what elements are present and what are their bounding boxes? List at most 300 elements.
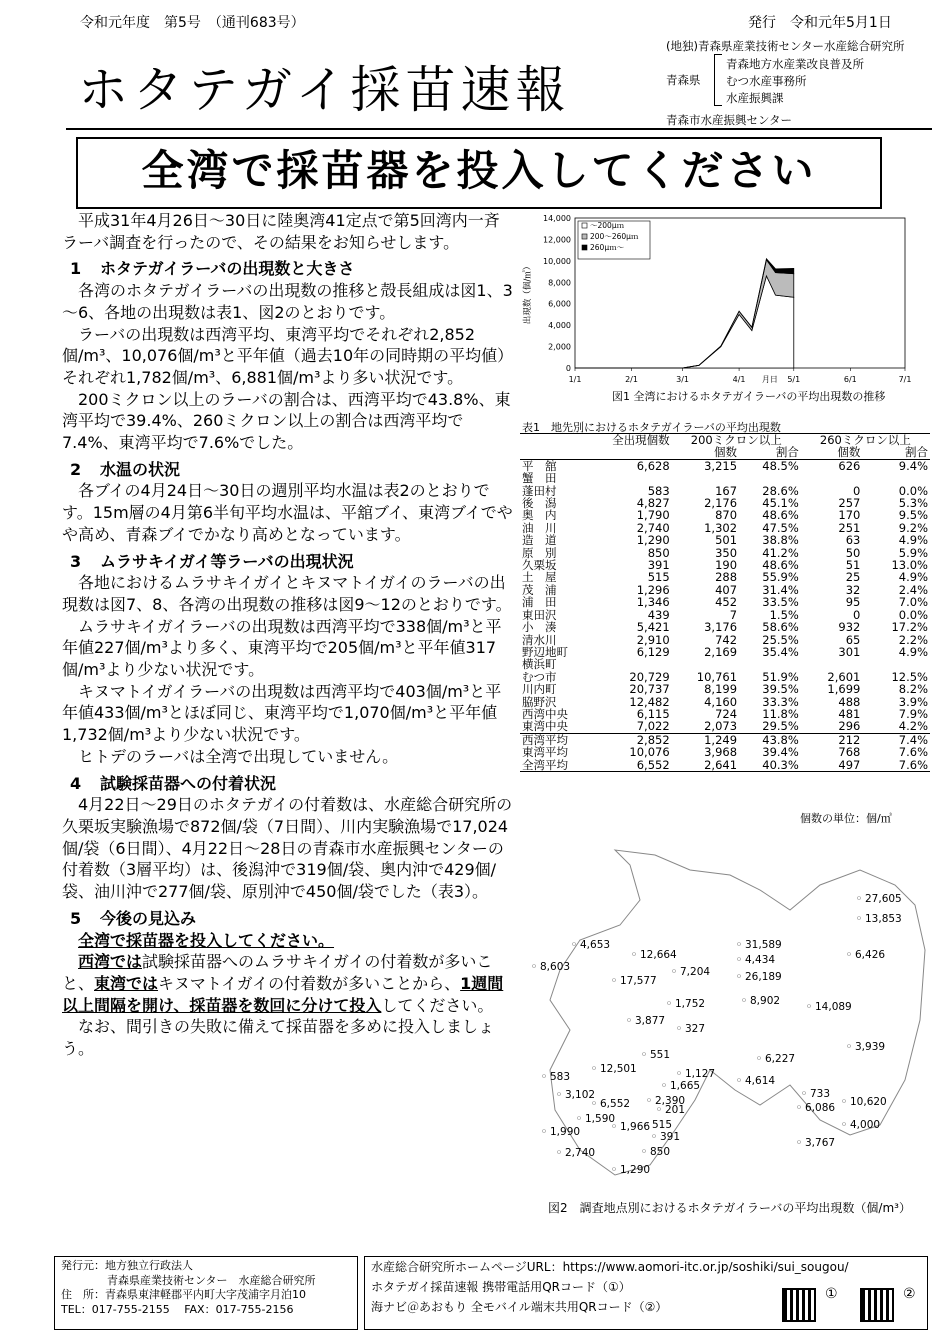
table-row — [520, 683, 930, 695]
station-marker — [543, 1075, 546, 1078]
section-number: 5 — [70, 908, 82, 928]
value-cell — [588, 472, 672, 484]
table-row — [520, 472, 930, 484]
value-cell: 850 — [647, 545, 670, 560]
publisher-line: 青森県産業技術センター 水産総合研究所 — [107, 1273, 316, 1287]
location-cell: むつ市 — [522, 669, 557, 684]
station-value: 4,434 — [745, 954, 776, 966]
header-ratio: 割合 — [739, 446, 801, 459]
section-5-heading — [62, 908, 514, 930]
section-number: 3 — [70, 551, 82, 571]
location-cell: 原 別 — [522, 545, 557, 560]
value-cell: 38.8% — [762, 533, 799, 548]
station-value: 2,740 — [565, 1147, 596, 1159]
location-cell: 横浜町 — [522, 657, 557, 672]
table-row — [520, 596, 930, 608]
value-cell: 47.5% — [762, 520, 799, 535]
org-item: 水産振興課 — [726, 91, 784, 105]
value-cell: 7,022 — [636, 719, 670, 734]
value-cell: 1,249 — [672, 733, 739, 746]
west-bay-reason: 試験採苗器へのムラサキイガイの付着数が多いこと、 — [62, 952, 493, 993]
value-cell: 13.0% — [891, 558, 928, 573]
paragraph: ムラサキイガイラーバの出現数は西湾平均で338個/m³と平年値227個/m³より多く、東湾平均で205個/m³と平年値317個/m³より少ない状況です。 — [62, 616, 502, 680]
station-value: 17,577 — [620, 975, 657, 987]
table-row — [520, 646, 930, 658]
legend-label: 260μｍ～ — [590, 243, 625, 252]
location-cell: 西湾平均 — [520, 733, 588, 746]
station-value: 551 — [650, 1049, 671, 1061]
value-cell: 2,601 — [827, 669, 861, 684]
value-cell: 20,737 — [629, 682, 670, 697]
links-info — [364, 1256, 928, 1330]
table-row — [520, 746, 930, 758]
station-marker — [843, 1100, 846, 1103]
station-marker — [543, 1130, 546, 1133]
table-title: 表1 地先別におけるホタテガイラーバの平均出現数 — [522, 421, 781, 434]
value-cell: 6,129 — [636, 644, 670, 659]
value-cell: 452 — [715, 595, 738, 610]
value-cell: 7.6% — [898, 745, 928, 760]
prefecture-label: 青森県 — [666, 73, 701, 87]
value-cell: 5.3% — [898, 496, 928, 511]
station-value: 12,664 — [640, 949, 677, 961]
city-org: 青森市水産振興センター — [666, 113, 793, 127]
station-value: 515 — [652, 1119, 673, 1131]
location-cell: 東田沢 — [522, 607, 557, 622]
interval-instruction: 1週間以上間隔を開け、採苗器を数回に分けて投入 — [62, 973, 504, 1015]
location-cell: 後 潟 — [522, 496, 557, 511]
legend — [578, 221, 650, 259]
station-value: 6,086 — [805, 1102, 836, 1114]
value-cell: 51 — [845, 558, 861, 573]
publisher-org: (地独)青森県産業技術センター水産総合研究所 — [666, 39, 905, 53]
station-marker — [743, 999, 746, 1002]
legend-swatch — [582, 223, 587, 228]
section-number: 4 — [70, 773, 82, 793]
header-cell — [520, 434, 588, 447]
value-cell — [739, 472, 801, 484]
station-marker — [798, 1141, 801, 1144]
value-cell: 2,852 — [588, 733, 672, 746]
value-cell: 8,199 — [704, 682, 738, 697]
value-cell: 31.4% — [762, 582, 799, 597]
larvae-trend-chart — [520, 210, 920, 410]
x-tick-label: 3/1 — [676, 375, 690, 384]
station-value: 26,189 — [745, 971, 782, 983]
value-cell: 0.0% — [898, 607, 928, 622]
station-marker — [808, 1005, 811, 1008]
value-cell: 35.4% — [762, 644, 799, 659]
publisher-line: 発行元：地方独立行政法人 — [61, 1259, 193, 1272]
station-marker — [558, 1151, 561, 1154]
value-cell: 7.0% — [898, 595, 928, 610]
value-cell: 1,790 — [636, 508, 670, 523]
value-cell: 768 — [838, 745, 861, 760]
value-cell: 7 — [729, 607, 738, 622]
value-cell: 2.4% — [898, 582, 928, 597]
value-cell: 33.3% — [762, 694, 799, 709]
header-cell — [588, 446, 672, 459]
value-cell: 32 — [845, 582, 861, 597]
station-value: 6,552 — [600, 1098, 631, 1110]
value-cell: 7.6% — [862, 759, 930, 772]
location-cell: 土 屋 — [522, 570, 557, 585]
section-number: 2 — [70, 459, 82, 479]
value-cell: 2.2% — [898, 632, 928, 647]
value-cell — [588, 658, 672, 670]
section-title: 水温の状況 — [100, 459, 181, 479]
station-marker — [613, 1168, 616, 1171]
station-value: 13,853 — [865, 913, 902, 925]
station-marker — [848, 1045, 851, 1048]
value-cell: 4,827 — [636, 496, 670, 511]
station-value: 12,501 — [600, 1063, 637, 1075]
value-cell: 724 — [715, 706, 738, 721]
org-item: 青森地方水産業改良普及所 — [726, 57, 864, 71]
x-tick-label: 1/1 — [568, 375, 582, 384]
location-cell: 脇野沢 — [522, 694, 557, 709]
station-value: 7,204 — [680, 966, 711, 978]
station-value: 1,990 — [550, 1126, 581, 1138]
station-value: 201 — [665, 1104, 686, 1116]
value-cell: 932 — [838, 620, 861, 635]
paragraph: ラーバの出現数は西湾平均、東湾平均でそれぞれ2,852個/m³、10,076個/m³と平年値（過去10年の同時期の平均値）それぞれ1,782個/m³、6,881個/m³より多い状況です。 — [62, 324, 514, 387]
qr-label-2: 海ナビ＠あおもり 全モバイル端末共用QRコード（②） — [371, 1300, 668, 1314]
station-marker — [643, 1150, 646, 1153]
section-title: ホタテガイラーバの出現数と大きさ — [100, 259, 355, 279]
station-value: 4,000 — [850, 1119, 881, 1131]
section-number: 1 — [70, 259, 82, 279]
masthead-title: ホタテガイ採苗速報 — [78, 61, 571, 119]
station-value: 1,127 — [685, 1068, 716, 1080]
table-row — [520, 720, 930, 733]
y-tick-label: 0 — [565, 364, 571, 373]
location-cell: 蓬田村 — [522, 483, 557, 498]
location-cell: 清水川 — [522, 632, 557, 647]
value-cell: 40.3% — [739, 759, 801, 772]
station-value: 2,390 — [655, 1095, 686, 1107]
y-tick-label: 2,000 — [548, 342, 571, 352]
value-cell: 6,115 — [636, 706, 670, 721]
headline: 全湾で採苗器を投入してください — [141, 146, 817, 195]
station-marker — [758, 1057, 761, 1060]
station-value: 1,290 — [620, 1164, 651, 1176]
qr-code-icon[interactable] — [860, 1288, 894, 1322]
value-cell: 742 — [715, 632, 738, 647]
location-cell: 小 湊 — [522, 620, 557, 635]
paragraph: なお、間引きの失敗に備えて採苗器を多めに投入しましょう。 — [62, 1017, 495, 1059]
station-value: 391 — [660, 1131, 681, 1143]
issue-number: 令和元年度 第5号 （通刊683号） — [80, 15, 305, 31]
value-cell: 1,346 — [636, 595, 670, 610]
value-cell: 28.6% — [762, 483, 799, 498]
station-marker — [803, 1092, 806, 1095]
value-cell: 870 — [715, 508, 738, 523]
x-axis-label: 月日 — [761, 375, 778, 384]
value-cell: 3,968 — [704, 745, 738, 760]
station-marker — [658, 1108, 661, 1111]
value-cell: 95 — [845, 595, 861, 610]
y-axis-label: 出現数（個/㎥） — [523, 261, 533, 325]
value-cell: 497 — [801, 759, 863, 772]
value-cell: 55.9% — [762, 570, 799, 585]
station-marker — [613, 979, 616, 982]
map-caption: 図2 調査地点別におけるホタテガイラーバの平均出現数（個/m³） — [548, 1201, 911, 1215]
paragraph: 各ブイの4月24日～30日の週別平均水温は表2のとおりです。15m層の4月第6半旬平均水温は、平舘ブイ、東湾ブイでやや高め、青森ブイでかなり高めとなっています。 — [62, 481, 513, 544]
value-cell: 48.5% — [762, 458, 799, 473]
value-cell: 296 — [838, 719, 861, 734]
value-cell: 167 — [715, 483, 738, 498]
paragraph: 各地におけるムラサキイガイとキヌマトイガイのラーバの出現数は図7、8、各湾の出現数の推移は図9～12のとおりです。 — [62, 573, 512, 614]
chart-caption: 図1 全湾におけるホタテガイラーバの平均出現数の推移 — [612, 390, 886, 403]
station-value: 3,877 — [635, 1015, 666, 1027]
qr-number: ② — [903, 1286, 916, 1302]
station-value: 850 — [650, 1146, 671, 1158]
east-bay-reason: キヌマトイガイの付着数が多いことから、 — [158, 973, 461, 993]
article-body — [62, 210, 514, 1060]
station-marker — [738, 1079, 741, 1082]
section-3-heading — [62, 551, 514, 573]
table-row — [520, 534, 930, 546]
value-cell: 288 — [715, 570, 738, 585]
value-cell: 2,910 — [636, 632, 670, 647]
station-value: 1,590 — [585, 1113, 616, 1125]
value-cell: 48.6% — [762, 558, 799, 573]
value-cell: 170 — [838, 508, 861, 523]
recommendation-main: 全湾で採苗器を投入してください。 — [78, 930, 335, 950]
value-cell: 3,176 — [704, 620, 738, 635]
value-cell: 50 — [845, 545, 861, 560]
location-cell: 川内町 — [522, 682, 557, 697]
station-marker — [533, 965, 536, 968]
station-marker — [648, 1099, 651, 1102]
station-marker — [738, 958, 741, 961]
station-value: 4,614 — [745, 1075, 776, 1087]
station-marker — [593, 1102, 596, 1105]
west-bay-label: 西湾では — [78, 952, 143, 972]
value-cell: 257 — [838, 496, 861, 511]
paragraph: キヌマトイガイラーバの出現数は西湾平均で403個/m³と平年値433個/m³とほぼ同じ、東湾平均で1,070個/m³と平年値1,732個/m³より少ない状況です。 — [62, 681, 502, 745]
value-cell: 51.9% — [762, 669, 799, 684]
station-marker — [738, 943, 741, 946]
value-cell: 48.6% — [762, 508, 799, 523]
station-value: 1,966 — [620, 1121, 651, 1133]
value-cell: 2,740 — [636, 520, 670, 535]
value-cell: 7.4% — [862, 733, 930, 746]
legend-swatch — [582, 245, 587, 250]
header-cell — [520, 446, 588, 459]
org-list — [726, 56, 864, 107]
value-cell: 63 — [845, 533, 861, 548]
station-marker — [668, 1002, 671, 1005]
section-4-heading — [62, 773, 514, 795]
value-cell — [739, 658, 801, 670]
value-cell: 1,302 — [704, 520, 738, 535]
header-total: 全出現個数 — [588, 434, 672, 447]
value-cell: 2,641 — [672, 759, 739, 772]
value-cell: 4,160 — [704, 694, 738, 709]
value-cell: 4.9% — [898, 644, 928, 659]
station-marker — [643, 1053, 646, 1056]
station-value: 31,589 — [745, 939, 782, 951]
value-cell: 5.9% — [898, 545, 928, 560]
value-cell: 9.2% — [898, 520, 928, 535]
value-cell: 515 — [647, 570, 670, 585]
x-tick-label: 5/1 — [787, 375, 801, 384]
value-cell: 583 — [647, 483, 670, 498]
value-cell — [801, 472, 863, 484]
station-value: 27,605 — [865, 893, 902, 905]
value-cell: 350 — [715, 545, 738, 560]
section-title: ムラサキイガイ等ラーバの出現状況 — [100, 551, 354, 571]
value-cell: 65 — [845, 632, 861, 647]
table-row — [520, 658, 930, 670]
station-value: 8,902 — [750, 995, 781, 1007]
y-tick-label: 8,000 — [548, 278, 571, 288]
section-title: 今後の見込み — [100, 908, 197, 928]
value-cell — [801, 658, 863, 670]
station-marker — [663, 1084, 666, 1087]
x-tick-label: 2/1 — [625, 375, 638, 384]
value-cell: 1,290 — [636, 533, 670, 548]
value-cell: 1,296 — [636, 582, 670, 597]
station-marker — [678, 1072, 681, 1075]
value-cell: 12.5% — [891, 669, 928, 684]
value-cell: 251 — [838, 520, 861, 535]
y-tick-label: 12,000 — [543, 235, 571, 245]
value-cell: 29.5% — [762, 719, 799, 734]
station-value: 6,426 — [855, 949, 886, 961]
location-cell: 浦 田 — [522, 595, 557, 610]
table-row — [520, 759, 930, 772]
station-value: 14,089 — [815, 1001, 852, 1013]
station-value: 3,102 — [565, 1089, 596, 1101]
value-cell: 212 — [801, 733, 863, 746]
header-count: 個数 — [672, 446, 739, 459]
station-marker — [798, 1106, 801, 1109]
table-row — [520, 509, 930, 521]
paragraph: 各湾のホタテガイラーバの出現数の推移と殻長組成は図1、3～6、各地の出現数は表1、図2のとおりです。 — [62, 281, 513, 322]
east-bay-label: 東湾では — [94, 973, 159, 993]
legend-swatch — [582, 234, 587, 239]
station-marker — [858, 897, 861, 900]
table-row — [520, 459, 930, 472]
value-cell: 407 — [715, 582, 738, 597]
intro-paragraph: 平成31年4月26日～30日に陸奥湾41定点で第5回湾内一斉ラーバ調査を行ったので、その結果をお知らせします。 — [62, 211, 500, 252]
value-cell: 33.5% — [762, 595, 799, 610]
y-tick-label: 6,000 — [548, 299, 571, 309]
station-marker — [673, 970, 676, 973]
instruction-end: してください。 — [381, 995, 494, 1015]
value-cell: 301 — [838, 644, 861, 659]
value-cell: 45.1% — [762, 496, 799, 511]
value-cell: 39.5% — [762, 682, 799, 697]
value-cell: 41.2% — [762, 545, 799, 560]
location-cell: 造 道 — [522, 533, 557, 548]
station-marker — [593, 1067, 596, 1070]
location-cell: 蟹 田 — [522, 471, 557, 486]
paragraph: 4月22日～29日のホタテガイの付着数は、水産総合研究所の久栗坂実験漁場で872個/袋（7日間）、川内実験漁場で17,024個/袋（6日間）、4月22日～28日の青森市水産振興センターの付着数（3層平均）は、後潟沖で319個/袋、奥内沖で429個/袋、油川沖で277個/袋、原別沖で450個/袋でした（表3）。 — [62, 795, 513, 902]
value-cell: 9.4% — [898, 458, 928, 473]
value-cell: 17.2% — [891, 620, 928, 635]
legend-label: ～200μｍ — [590, 221, 625, 230]
org-item: むつ水産事務所 — [726, 74, 807, 88]
address: 住 所：青森県東津軽郡平内町大字茂浦字月泊10 — [61, 1288, 306, 1301]
value-cell: 1.5% — [769, 607, 799, 622]
section-1-heading — [62, 258, 514, 280]
station-value: 8,603 — [540, 961, 571, 973]
x-tick-label: 7/1 — [898, 375, 912, 384]
station-value: 583 — [550, 1071, 571, 1083]
value-cell: 190 — [715, 558, 738, 573]
value-cell — [862, 658, 930, 670]
station-value: 1,752 — [675, 998, 706, 1010]
bay-map — [520, 830, 935, 1192]
table-subheader — [520, 446, 930, 459]
value-cell: 3.9% — [898, 694, 928, 709]
y-tick-label: 14,000 — [543, 214, 571, 223]
location-cell: 西湾中央 — [522, 706, 568, 721]
station-value: 3,939 — [855, 1041, 886, 1053]
value-cell: 10,761 — [696, 669, 738, 684]
station-value: 1,665 — [670, 1080, 701, 1092]
location-cell: 東湾平均 — [522, 745, 568, 760]
location-cell: 全湾平均 — [520, 759, 588, 772]
location-cell: 平 舘 — [522, 458, 557, 473]
value-cell: 39.4% — [762, 745, 799, 760]
value-cell — [672, 472, 739, 484]
value-cell: 4.9% — [898, 570, 928, 585]
value-cell: 8.2% — [898, 682, 928, 697]
value-cell: 0 — [853, 483, 861, 498]
paragraph: 200ミクロン以上のラーバの割合は、西湾平均で43.8%、東湾平均で39.4%、260ミクロン以上の割合は西湾平均で7.4%、東湾平均で7.6%でした。 — [62, 389, 511, 453]
station-marker — [843, 1123, 846, 1126]
value-cell: 0.0% — [898, 483, 928, 498]
section-title: 試験採苗器への付着状況 — [100, 773, 277, 793]
station-marker — [578, 1117, 581, 1120]
value-cell: 0 — [853, 607, 861, 622]
location-cell: 奥 内 — [522, 508, 557, 523]
value-cell: 501 — [715, 533, 738, 548]
header-ratio: 割合 — [862, 446, 930, 459]
value-cell: 7.9% — [898, 706, 928, 721]
recommendation — [62, 930, 514, 952]
station-value: 327 — [685, 1023, 706, 1035]
value-cell: 4.2% — [898, 719, 928, 734]
value-cell: 43.8% — [739, 733, 801, 746]
header-divider — [66, 128, 932, 130]
value-cell: 391 — [647, 558, 670, 573]
qr-code-icon[interactable] — [782, 1288, 816, 1322]
value-cell: 439 — [647, 607, 670, 622]
qr-label-1: ホタテガイ採苗速報 携帯電話用QRコード（①） — [371, 1280, 631, 1294]
station-marker — [558, 1093, 561, 1096]
value-cell — [672, 658, 739, 670]
homepage-url[interactable]: 水産総合研究所ホームページURL：https://www.aomori-itc.or.jp/soshiki/sui_sougou/ — [371, 1260, 849, 1274]
value-cell: 3,215 — [704, 458, 738, 473]
header-260: 260ミクロン以上 — [801, 434, 930, 447]
value-cell — [862, 472, 930, 484]
org-bracket — [714, 54, 722, 106]
table-row — [520, 621, 930, 633]
value-cell: 488 — [838, 694, 861, 709]
recommendation-detail — [62, 951, 514, 1016]
y-tick-label: 4,000 — [548, 321, 571, 331]
value-cell: 25.5% — [762, 632, 799, 647]
value-cell: 12,482 — [629, 694, 670, 709]
station-marker — [848, 953, 851, 956]
value-cell: 11.8% — [762, 706, 799, 721]
